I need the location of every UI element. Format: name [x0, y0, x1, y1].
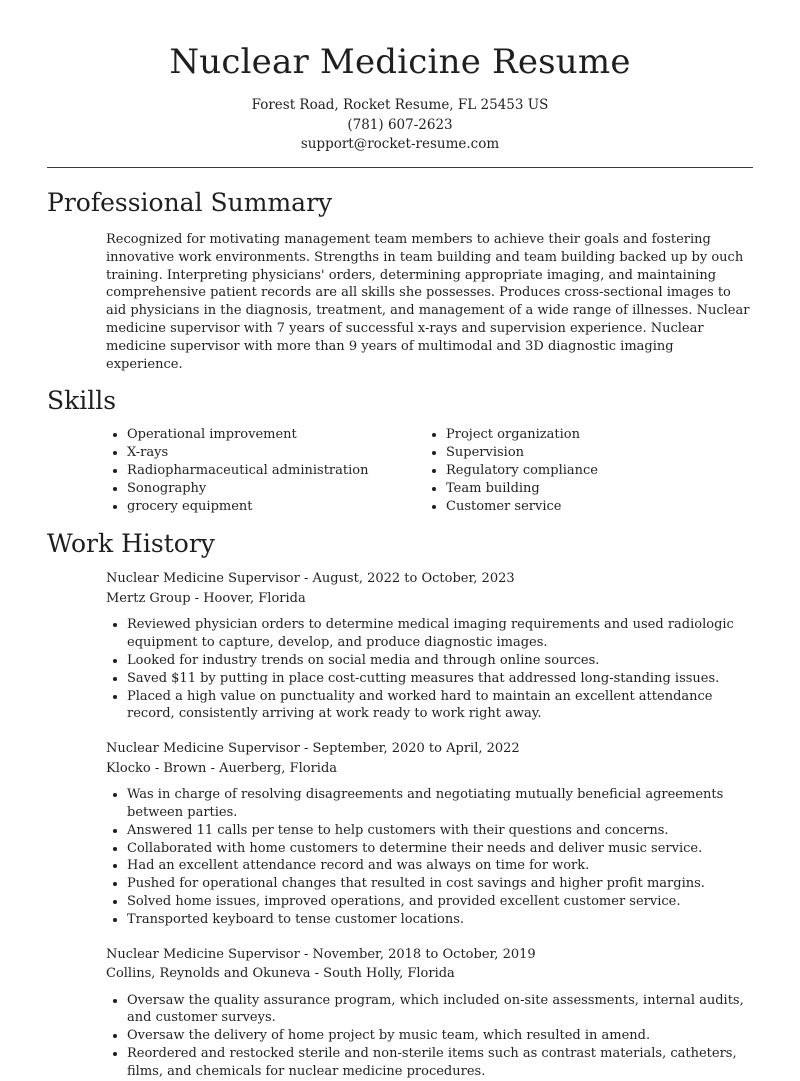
job-bullets	[106, 616, 753, 723]
work-history-heading: Work History	[47, 529, 215, 559]
job-bullet: • Oversaw the quality assurance program, which included on-site assessments, internal audits, and customer surveys.	[127, 992, 753, 1028]
skills-section	[47, 384, 753, 516]
header-divider	[47, 167, 753, 168]
skill-item: • Operational improvement	[127, 426, 425, 444]
phone-text: (781) 607-2623	[347, 116, 453, 133]
resume-content	[47, 186, 753, 1081]
job-role-line: Nuclear Medicine Supervisor - November, 2018 to October, 2019	[106, 946, 536, 962]
job-entry	[106, 945, 753, 1081]
job-bullet: • Collaborated with home customers to determine their needs and deliver music service.	[127, 840, 753, 858]
summary-heading: Professional Summary	[47, 188, 333, 217]
summary-section	[47, 186, 753, 373]
job-bullet: • Oversaw the delivery of home project by music team, which resulted in amend.	[127, 1027, 753, 1045]
skills-grid	[106, 426, 753, 516]
job-bullet: • Reviewed physician orders to determine medical imaging requirements and used radiologic equipment to capture, develop, and produce diagnostic images.	[127, 616, 753, 652]
contact-block	[0, 96, 800, 155]
job-role-line: Nuclear Medicine Supervisor - September, 2020 to April, 2022	[106, 741, 520, 757]
resume-header	[0, 0, 800, 155]
summary-paragraph: Recognized for motivating management team members to achieve their goals and fostering innovative work environments. Strengths in team building and team building backed up by ouch training. Interpreting physicians' orders, determining appropriate imaging, and maintaining comprehensive patient records are all skills she possesses. Produces cross-sectional images to aid physicians in the diagnosis, treatment, and management of a wide range of illnesses. Nuclear medicine supervisor with 7 years of successful x-rays and supervision experience. Nuclear medicine supervisor with more than 9 years of multimodal and 3D diagnostic imaging experience.	[106, 232, 750, 372]
job-bullets	[106, 786, 753, 928]
job-bullet: • Had an excellent attendance record and was always on time for work.	[127, 857, 753, 875]
skill-item: • Supervision	[446, 444, 746, 462]
skill-item: • Regulatory compliance	[446, 462, 746, 480]
job-entry	[106, 739, 753, 928]
job-role-line: Nuclear Medicine Supervisor - August, 2022 to October, 2023	[106, 571, 515, 587]
job-bullet: • Solved home issues, improved operations, and provided excellent customer service.	[127, 893, 753, 911]
skill-item: • Customer service	[446, 498, 746, 516]
job-bullet: • Answered 11 calls per tense to help customers with their questions and concerns.	[127, 822, 753, 840]
job-company-line: Collins, Reynolds and Okuneva - South Holly, Florida	[106, 966, 455, 982]
email-text: support@rocket-resume.com	[300, 136, 500, 152]
job-company-line: Klocko - Brown - Auerberg, Florida	[106, 760, 338, 776]
skill-item: • Team building	[446, 480, 746, 498]
work-history-section	[47, 527, 753, 1080]
address-text: Forest Road, Rocket Resume, FL 25453 US	[251, 97, 549, 113]
job-company-line: Mertz Group - Hoover, Florida	[106, 590, 306, 606]
job-bullet: • Pushed for operational changes that resulted in cost savings and higher profit margins.	[127, 875, 753, 893]
job-bullet: • Transported keyboard to tense customer locations.	[127, 911, 753, 929]
skill-item: • grocery equipment	[127, 498, 425, 516]
skill-item: • Radiopharmaceutical administration	[127, 462, 425, 480]
job-bullet: • Was in charge of resolving disagreements and negotiating mutually beneficial agreements between parties.	[127, 786, 753, 822]
skills-column-right	[425, 426, 746, 516]
job-entry	[106, 569, 753, 723]
skill-item: • Sonography	[127, 480, 425, 498]
skill-item: • X-rays	[127, 444, 425, 462]
job-bullets	[106, 992, 753, 1081]
job-bullet: • Saved $11 by putting in place cost-cutting measures that addressed long-standing issues.	[127, 670, 753, 688]
job-bullet: • Looked for industry trends on social media and through online sources.	[127, 652, 753, 670]
job-bullet: • Placed a high value on punctuality and worked hard to maintain an excellent attendance record, consistently arriving at work ready to work right away.	[127, 688, 753, 724]
resume-title: Nuclear Medicine Resume	[169, 42, 631, 82]
skills-column-left	[106, 426, 425, 516]
skills-heading: Skills	[47, 386, 117, 416]
skill-item: • Project organization	[446, 426, 746, 444]
job-bullet: • Reordered and restocked sterile and non-sterile items such as contrast materials, catheters, films, and chemicals for nuclear medicine procedures.	[127, 1045, 753, 1081]
